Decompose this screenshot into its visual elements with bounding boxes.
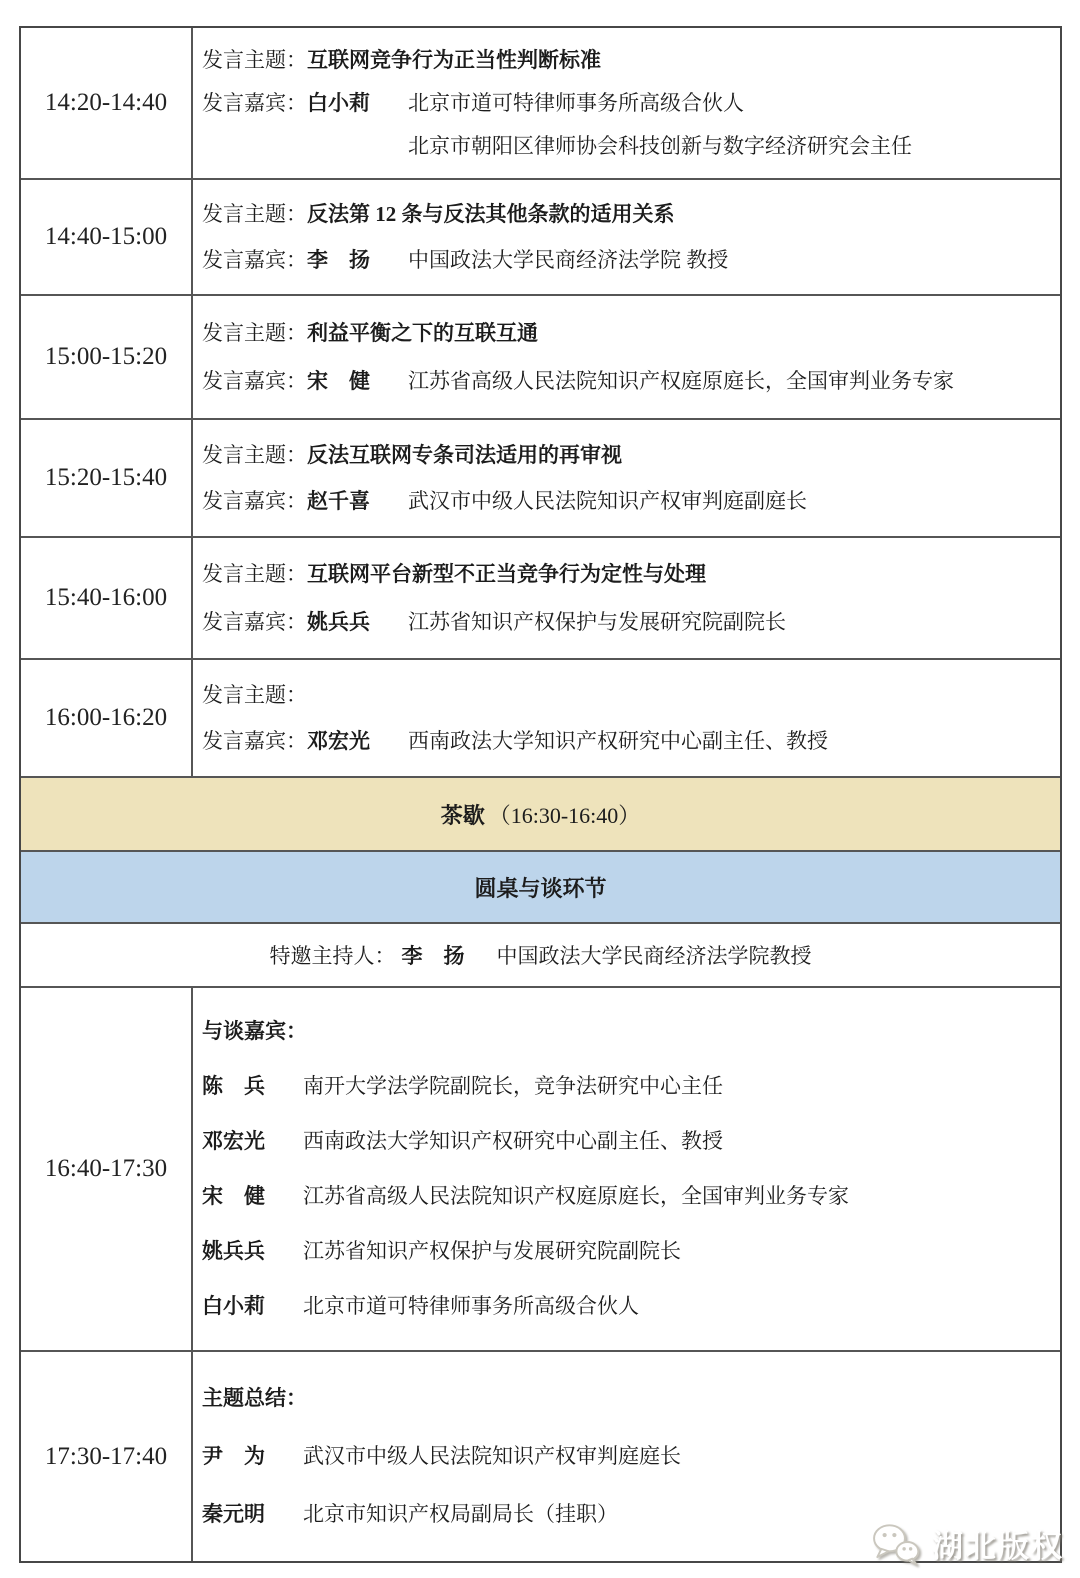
guest-name: 宋 健 (307, 368, 370, 393)
panel-guest-name: 宋 健 (202, 1184, 265, 1209)
panel-guest-line (202, 1291, 1052, 1321)
session-topic: 利益平衡之下的互联互通 (307, 320, 538, 345)
guest-line (202, 88, 1052, 118)
guest-name: 李 扬 (307, 247, 370, 272)
panel-guest-line (202, 1126, 1052, 1156)
summary-speaker-line (202, 1441, 1052, 1471)
session-details (193, 296, 1060, 418)
guest-name: 姚兵兵 (307, 609, 370, 634)
topic-line (202, 45, 1052, 75)
guest-affiliation: 江苏省高级人民法院知识产权庭原庭长，全国审判业务专家 (408, 368, 954, 393)
host-name: 李 扬 (401, 944, 465, 968)
watermark-text: 湖北版权 (932, 1529, 1064, 1564)
session-time: 16:00-16:20 (21, 660, 193, 776)
topic-line (202, 440, 1052, 470)
guest-line (202, 726, 1052, 756)
panel-guest-name: 邓宏光 (202, 1129, 265, 1154)
session-topic: 反法第 12 条与反法其他条款的适用关系 (307, 202, 675, 227)
guest-label: 发言嘉宾： (202, 368, 307, 393)
table-row (21, 660, 1060, 778)
summary-speaker-affiliation: 武汉市中级人民法院知识产权审判庭庭长 (303, 1444, 681, 1469)
summary-time: 17:30-17:40 (21, 1352, 193, 1561)
guest-affiliation: 武汉市中级人民法院知识产权审判庭副庭长 (408, 488, 807, 513)
session-topic: 反法互联网专条司法适用的再审视 (307, 442, 622, 467)
guest-label: 发言嘉宾： (202, 728, 307, 753)
topic-label: 发言主题： (202, 320, 307, 345)
topic-line (202, 318, 1052, 348)
session-topic: 互联网竞争行为正当性判断标准 (307, 47, 601, 72)
guest-affiliation2: 北京市朝阳区律师协会科技创新与数字经济研究会主任 (408, 133, 912, 158)
panel-guest-name: 姚兵兵 (202, 1239, 265, 1264)
guest-line (202, 486, 1052, 516)
guest-label: 发言嘉宾： (202, 247, 307, 272)
guest-name: 赵千喜 (307, 488, 370, 513)
guest-affiliation: 北京市道可特律师事务所高级合伙人 (408, 90, 744, 115)
guest-line (202, 366, 1052, 396)
tea-break-title: 茶歇 (440, 802, 485, 828)
topic-label: 发言主题： (202, 682, 307, 707)
tea-break-time: （16:30-16:40） (488, 802, 641, 828)
guest-affiliation: 西南政法大学知识产权研究中心副主任、教授 (408, 728, 828, 753)
watermark (870, 1521, 1064, 1566)
summary-speaker-name: 秦元明 (202, 1502, 265, 1527)
guest-affiliation-line2 (202, 131, 1052, 161)
panel-time: 16:40-17:30 (21, 988, 193, 1350)
topic-line (202, 199, 1052, 229)
topic-label: 发言主题： (202, 442, 307, 467)
summary-speaker-affiliation: 北京市知识产权局副局长（挂职） (303, 1502, 618, 1527)
session-details (193, 538, 1060, 658)
guest-label: 发言嘉宾： (202, 90, 307, 115)
session-details (193, 660, 1060, 776)
guest-label: 发言嘉宾： (202, 609, 307, 634)
roundtable-title: 圆桌与谈环节 (474, 875, 607, 901)
summary-label: 主题总结： (202, 1386, 307, 1411)
wechat-icon (870, 1522, 922, 1566)
session-details (193, 420, 1060, 536)
guest-line (202, 607, 1052, 637)
topic-label: 发言主题： (202, 47, 307, 72)
table-row (21, 988, 1060, 1352)
agenda-table (19, 26, 1062, 1563)
table-row (21, 538, 1060, 660)
panel-label: 与谈嘉宾： (202, 1019, 307, 1044)
summary-label-line (202, 1383, 1052, 1413)
table-row (21, 296, 1060, 420)
session-time: 15:40-16:00 (21, 538, 193, 658)
panel-guest-affiliation: 南开大学法学院副院长，竞争法研究中心主任 (303, 1074, 723, 1099)
guest-affiliation: 江苏省知识产权保护与发展研究院副院长 (408, 609, 786, 634)
guest-name: 白小莉 (307, 90, 370, 115)
panel-guest-name: 陈 兵 (202, 1074, 265, 1099)
session-time: 15:00-15:20 (21, 296, 193, 418)
panel-guest-line (202, 1071, 1052, 1101)
host-row (21, 924, 1060, 988)
guest-name: 邓宏光 (307, 728, 370, 753)
panel-guest-name: 白小莉 (202, 1294, 265, 1318)
topic-label: 发言主题： (202, 202, 307, 227)
guest-line (202, 245, 1052, 275)
guest-affiliation: 中国政法大学民商经济法学院 教授 (408, 247, 729, 272)
panel-guest-affiliation: 江苏省知识产权保护与发展研究院副院长 (303, 1239, 681, 1264)
session-details (193, 180, 1060, 294)
roundtable-header-row (21, 852, 1060, 924)
tea-break-row (21, 778, 1060, 852)
session-time: 15:20-15:40 (21, 420, 193, 536)
guest-label: 发言嘉宾： (202, 488, 307, 513)
session-time: 14:20-14:40 (21, 28, 193, 178)
host-affiliation: 中国政法大学民商经济法学院教授 (496, 944, 812, 968)
panel-label-line (202, 1016, 1052, 1046)
session-time: 14:40-15:00 (21, 180, 193, 294)
session-topic: 互联网平台新型不正当竞争行为定性与处理 (307, 562, 706, 587)
panel-guest-affiliation: 北京市道可特律师事务所高级合伙人 (303, 1294, 639, 1318)
summary-speaker-name: 尹 为 (202, 1444, 265, 1469)
table-row (21, 420, 1060, 538)
topic-line (202, 559, 1052, 589)
panel-details (193, 988, 1060, 1350)
panel-guest-affiliation: 江苏省高级人民法院知识产权庭原庭长，全国审判业务专家 (303, 1184, 849, 1209)
table-row (21, 180, 1060, 296)
panel-guest-line (202, 1181, 1052, 1211)
table-row (21, 28, 1060, 180)
panel-guest-line (202, 1236, 1052, 1266)
host-label: 特邀主持人： (269, 944, 396, 968)
topic-label: 发言主题： (202, 562, 307, 587)
session-details (193, 28, 1060, 178)
panel-guest-affiliation: 西南政法大学知识产权研究中心副主任、教授 (303, 1129, 723, 1154)
topic-line (202, 680, 1052, 710)
